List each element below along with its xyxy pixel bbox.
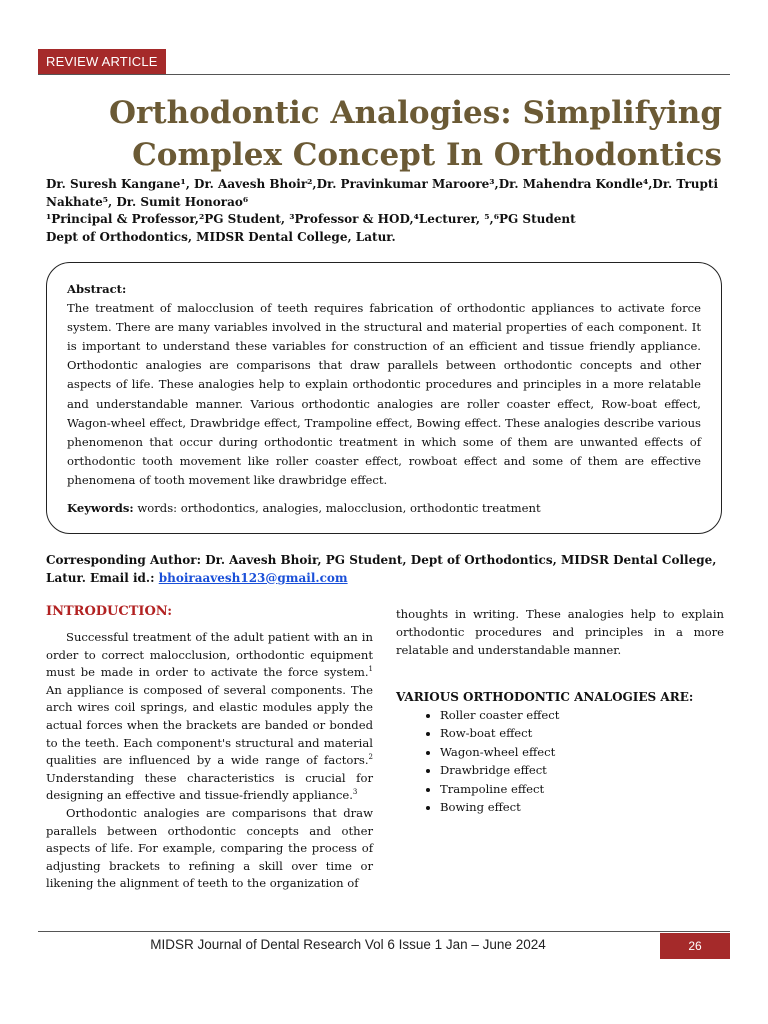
right-column — [396, 605, 724, 816]
journal-footer: MIDSR Journal of Dental Research Vol 6 Issue 1 Jan – June 2024 — [150, 937, 546, 952]
introduction-heading: INTRODUCTION: — [46, 604, 173, 619]
abstract-heading: Abstract: — [67, 282, 127, 296]
keywords — [67, 499, 701, 518]
authors-line-1: Dr. Suresh Kangane¹, Dr. Aavesh Bhoir²,Dr. Pravinkumar Maroore³,Dr. Mahendra Kondle⁴,Dr. Trupti — [46, 177, 719, 191]
keywords-text: words: orthodontics, analogies, malocclusion, orthodontic treatment — [133, 501, 541, 516]
page-number: 26 — [660, 933, 730, 959]
list-item: • Trampoline effect — [440, 780, 724, 798]
list-item: • Wagon-wheel effect — [440, 743, 724, 761]
keywords-label: Keywords: — [67, 501, 134, 516]
list-item: • Drawbridge effect — [440, 761, 724, 779]
authors-line-2: Nakhate⁵, Dr. Sumit Honorao⁶ — [46, 194, 249, 209]
introduction-paragraph-2-continued: thoughts in writing. These analogies help to explain orthodontic procedures and principles in a more relatable and understandable manner. — [396, 607, 724, 657]
corresponding-line-2 — [46, 570, 726, 588]
introduction-paragraph-1: Successful treatment of the adult patient with an in order to correct malocclusion, orthodontic equipment must be made in order to activate the force system.$^1$ An appliance is composed of several components. The arch wires coil springs, and elastic modules apply the actual forces when the brackets are banded or bonded to the teeth. Each component's structural and material qualities are influenced by a wide range of factors.$^2$ Understanding these characteristics is crucial for designing an effective and tissue-friendly appliance.$^3$ — [46, 630, 373, 803]
footer-divider — [38, 931, 730, 932]
email-label: Latur. Email id.: — [46, 570, 159, 585]
article-title — [82, 92, 722, 176]
author-department: Dept of Orthodontics, MIDSR Dental College, Latur. — [46, 229, 396, 244]
corresponding-line-1: Corresponding Author: Dr. Aavesh Bhoir, PG Student, Dept of Orthodontics, MIDSR Dental College, — [46, 553, 717, 567]
introduction-paragraph-2: Orthodontic analogies are comparisons that draw parallels between orthodontic concepts and other aspects of life. For example, comparing the process of adjusting brackets to refining a skill over time or likening the alignment of teeth to the organization of — [46, 805, 373, 891]
citation-1: 1 — [368, 665, 373, 674]
abstract-text: The treatment of malocclusion of teeth requires fabrication of orthodontic appliances to activate force system. There are many variables involved in the structural and material properties of each component. It is important to understand these variables for construction of an efficient and tissue friendly appliance. Orthodontic analogies are comparisons that draw parallels between orthodontic concepts and other aspects of life. These analogies help to explain orthodontic procedures and principles in a more relatable and understandable manner. Various orthodontic analogies are roller coaster effect, Row-boat effect, Wagon-wheel effect, Drawbridge effect, Trampoline effect, Bowing effect. These analogies describe various phenomenon that occur during orthodontic treatment in which some of them are unwanted effects of orthodontic tooth movement like roller coaster effect, rowboat effect and some of them are effective phenomena of tooth movement like drawbridge effect. — [67, 301, 701, 487]
header-divider — [38, 74, 730, 75]
list-item: • Row-boat effect — [440, 724, 724, 742]
corresponding-author — [46, 552, 726, 587]
analogies-list — [396, 706, 724, 816]
author-block — [46, 176, 726, 246]
title-line-2: Complex Concept In Orthodontics — [132, 137, 722, 173]
citation-2: 2 — [368, 753, 373, 762]
list-item: • Bowing effect — [440, 798, 724, 816]
list-item: • Roller coaster effect — [440, 706, 724, 724]
analogies-heading: VARIOUS ORTHODONTIC ANALOGIES ARE: — [396, 690, 694, 704]
citation-3: 3 — [352, 788, 358, 797]
email-link[interactable]: bhoiraavesh123@gmail.com — [158, 570, 348, 585]
title-line-1: Orthodontic Analogies: Simplifying — [108, 95, 722, 131]
abstract-box — [46, 262, 722, 534]
author-affiliations: ¹Principal & Professor,²PG Student, ³Professor & HOD,⁴Lecturer, ⁵,⁶PG Student — [46, 212, 576, 226]
article-type-tag: REVIEW ARTICLE — [38, 49, 166, 74]
left-column — [46, 603, 373, 893]
